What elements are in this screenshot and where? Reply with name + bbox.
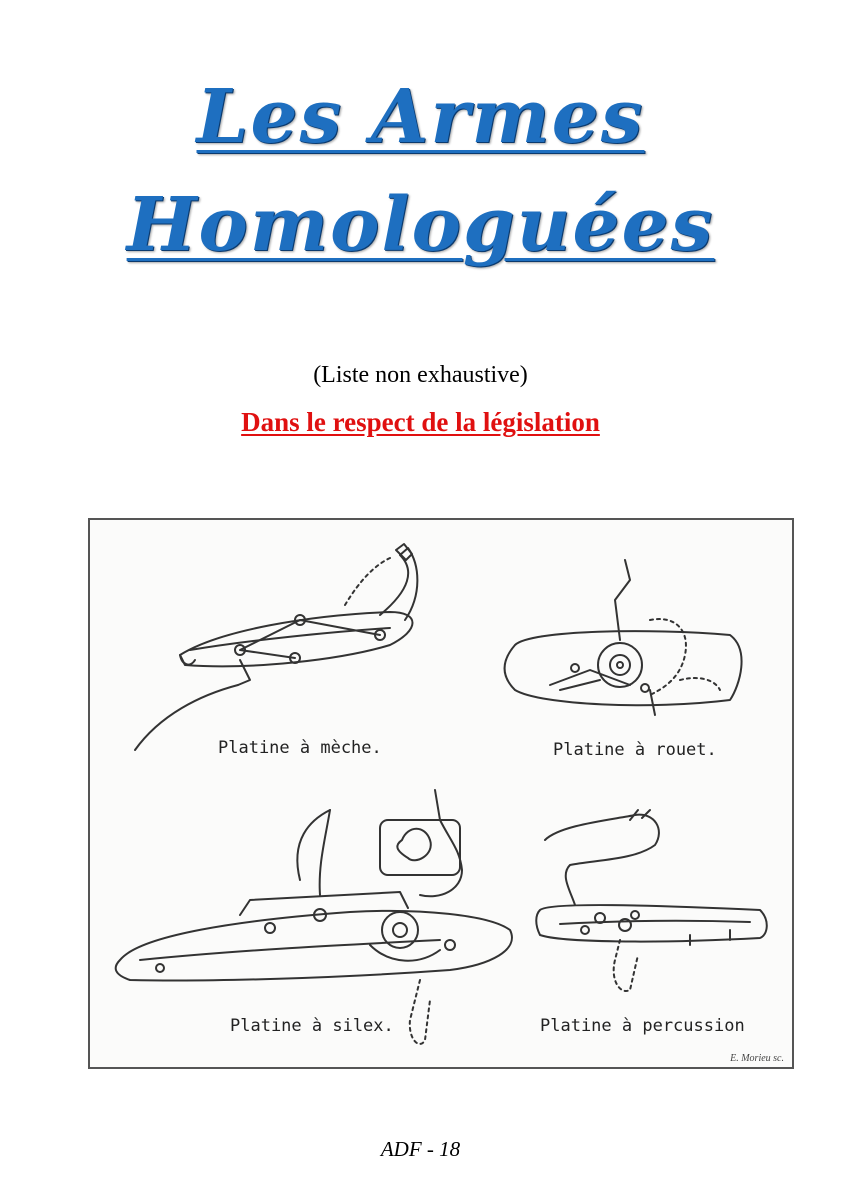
- gunlock-illustration: [88, 518, 794, 1069]
- wheellock-drawing: [504, 560, 741, 715]
- engraver-signature: E. Morieu sc.: [730, 1053, 784, 1064]
- flintlock-drawing: [116, 790, 512, 1044]
- caption-wheellock: Platine à rouet.: [553, 740, 717, 760]
- page-footer: ADF - 18: [380, 1137, 461, 1161]
- matchlock-drawing: [135, 544, 417, 750]
- title-line-1: Les Armes: [196, 74, 645, 160]
- title-line-2: Homologuées: [126, 182, 715, 268]
- caption-matchlock: Platine à mèche.: [218, 738, 382, 758]
- caption-percussion: Platine à percussion: [540, 1016, 745, 1036]
- caption-flintlock: Platine à silex.: [230, 1016, 394, 1036]
- legislation-notice: Dans le respect de la législation: [241, 407, 600, 437]
- subtitle: (Liste non exhaustive): [313, 362, 528, 388]
- percussion-lock-drawing: [536, 810, 767, 991]
